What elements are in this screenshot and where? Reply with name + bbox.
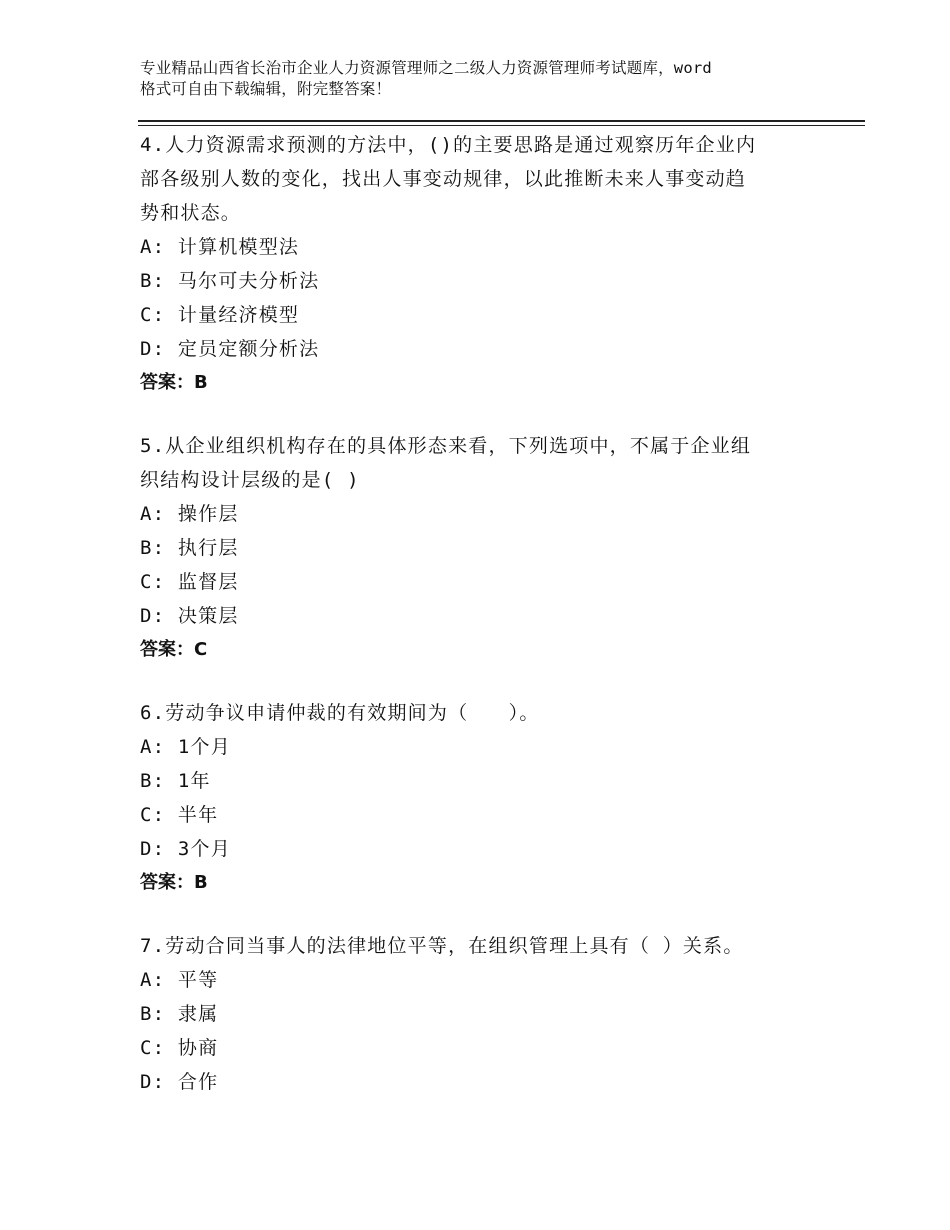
option-d: D: 定员定额分析法 xyxy=(140,338,320,360)
option-c: C: 半年 xyxy=(140,804,219,826)
question-line: 部各级别人数的变化，找出人事变动规律，以此推断未来人事变动趋 xyxy=(140,168,747,190)
option-d: D: 3个月 xyxy=(140,838,231,860)
option-c: C: 监督层 xyxy=(140,571,239,593)
question-line: 6.劳动争议申请仲裁的有效期间为（ ）。 xyxy=(140,702,540,724)
answer-label: 答案：C xyxy=(140,639,208,660)
header-divider-thin xyxy=(138,125,865,126)
option-b: B: 马尔可夫分析法 xyxy=(140,270,320,292)
option-a: A: 1个月 xyxy=(140,736,231,758)
option-c: C: 计量经济模型 xyxy=(140,304,300,326)
question-line: 织结构设计层级的是( ) xyxy=(140,469,360,491)
option-a: A: 计算机模型法 xyxy=(140,236,300,258)
question-6 xyxy=(140,696,840,900)
header-divider-thick xyxy=(138,120,865,122)
document-header xyxy=(140,58,830,100)
option-a: A: 操作层 xyxy=(140,503,239,525)
header-line-1: 专业精品山西省长治市企业人力资源管理师之二级人力资源管理师考试题库，word xyxy=(140,59,712,77)
option-d: D: 决策层 xyxy=(140,605,239,627)
question-line: 7.劳动合同当事人的法律地位平等，在组织管理上具有（ ）关系。 xyxy=(140,935,744,957)
option-b: B: 1年 xyxy=(140,770,211,792)
option-b: B: 隶属 xyxy=(140,1003,219,1025)
answer-label: 答案：B xyxy=(140,372,208,393)
option-d: D: 合作 xyxy=(140,1071,219,1093)
question-text xyxy=(140,128,840,230)
option-a: A: 平等 xyxy=(140,969,219,991)
option-b: B: 执行层 xyxy=(140,537,239,559)
question-4 xyxy=(140,128,840,400)
question-text xyxy=(140,429,840,497)
question-line: 4.人力资源需求预测的方法中，()的主要思路是通过观察历年企业内 xyxy=(140,134,757,156)
question-7 xyxy=(140,929,840,1099)
question-5 xyxy=(140,429,840,667)
question-line: 势和状态。 xyxy=(140,202,242,224)
question-list xyxy=(140,128,840,1128)
header-line-2: 格式可自由下载编辑，附完整答案！ xyxy=(140,80,392,98)
question-text xyxy=(140,696,840,730)
question-line: 5.从企业组织机构存在的具体形态来看，下列选项中，不属于企业组 xyxy=(140,435,752,457)
answer-label: 答案：B xyxy=(140,872,208,893)
option-c: C: 协商 xyxy=(140,1037,219,1059)
question-text xyxy=(140,929,840,963)
